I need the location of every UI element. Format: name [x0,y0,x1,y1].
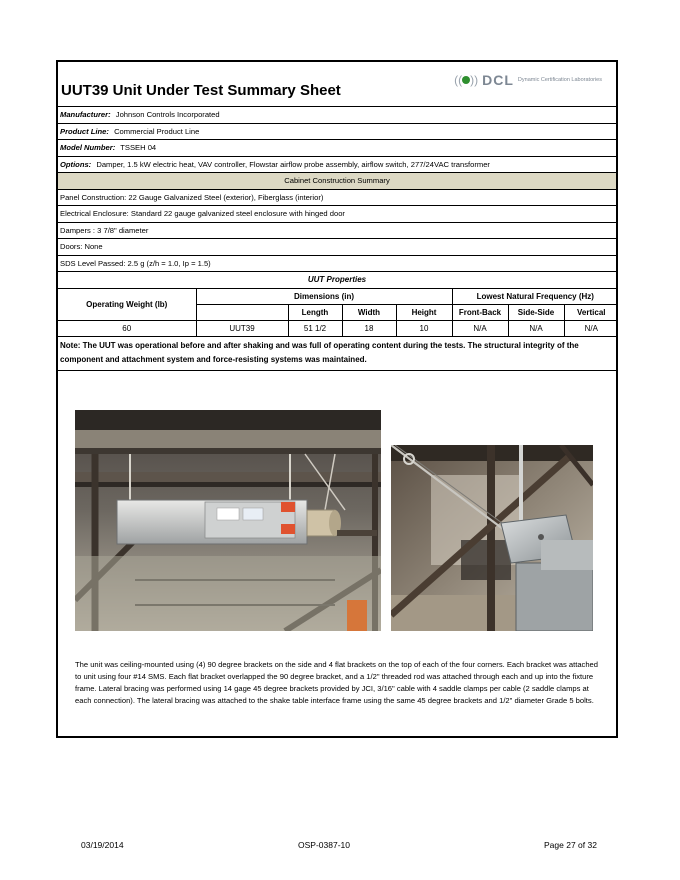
uut-properties-table [58,289,618,337]
manufacturer-row [58,107,616,124]
width-header: Width [342,304,396,320]
length-value: 51 1/2 [288,320,342,336]
front-back-value: N/A [452,320,508,336]
mounting-description: The unit was ceiling-mounted using (4) 90 degree brackets on the side and 4 flat brackets on the top of each of the four corners. Each bracket was attached to unit using four #14 SMS. Each flat bracket overlapped the 90 degree bracket, and a 1/2" threaded rod was attached through each and up into the fixture frame. Lateral bracing was performed using 14 gage 45 degree brackets provided by JCI, 3/16" cable with 4 saddle clamps per cable (2 saddle clamps at each connection). The lateral bracing was attached to the shake table interface frame using the same 45 degree brackets and 1/2" diameter Grade 5 bolts. [75,660,599,705]
height-value: 10 [396,320,452,336]
table-row [58,320,618,336]
footer-page-number: Page 27 of 32 [544,840,597,850]
dcl-logo-mark-icon: (( )) [454,73,479,87]
options-value: Damper, 1.5 kW electric heat, VAV controller, Flowstar airflow probe assembly, airflow switch, 277/24VAC transformer [96,159,490,169]
uut-id-value: UUT39 [196,320,288,336]
length-header: Length [288,304,342,320]
summary-sheet [56,60,618,738]
model-number-row [58,140,616,157]
sheet-header [58,62,616,107]
cabinet-line-sds: SDS Level Passed: 2.5 g (z/h = 1.0, Ip = 1.5) [58,256,616,273]
footer-date: 03/19/2014 [81,840,124,850]
natural-frequency-header: Lowest Natural Frequency (Hz) [452,289,618,305]
ceiling-mount-photo-image [75,410,381,631]
photo-bracket-detail [391,445,593,631]
footer-doc-id: OSP-0387-10 [298,840,350,850]
product-line-row [58,124,616,141]
vertical-header: Vertical [564,304,618,320]
product-line-label: Product Line: [60,126,109,136]
manufacturer-value: Johnson Controls Incorporated [115,110,220,119]
width-value: 18 [342,320,396,336]
operating-weight-header: Operating Weight (lb) [58,289,196,321]
manufacturer-label: Manufacturer: [60,110,111,119]
side-side-value: N/A [508,320,564,336]
table-row [58,289,618,305]
blank-subheader-cell [196,304,288,320]
front-back-header: Front-Back [452,304,508,320]
options-row [58,157,616,174]
operational-note: Note: The UUT was operational before and after shaking and was full of operating content during the tests. The structural integrity of the component and attachment system and force-resisting systems was maintained. [58,337,616,371]
logo-subtitle: Dynamic Certification Laboratories [517,77,602,83]
photo-ceiling-mount [75,410,381,631]
logo-text: DCL [482,72,514,88]
uut-properties-heading: UUT Properties [58,272,616,289]
cabinet-line-enclosure: Electrical Enclosure: Standard 22 gauge galvanized steel enclosure with hinged door [58,206,616,223]
model-number-label: Model Number: [60,143,116,152]
weight-value: 60 [58,320,196,336]
dcl-logo [454,72,602,88]
sheet-title: UUT39 Unit Under Test Summary Sheet [61,82,341,99]
cabinet-line-dampers: Dampers : 3 7/8" diameter [58,223,616,240]
model-number-value: TSSEH 04 [120,143,157,152]
bracket-detail-photo-image [391,445,593,631]
cabinet-summary-heading: Cabinet Construction Summary [58,173,616,190]
vertical-value: N/A [564,320,618,336]
cabinet-line-doors: Doors: None [58,239,616,256]
options-label: Options: [60,159,92,169]
dimensions-header: Dimensions (in) [196,289,452,305]
height-header: Height [396,304,452,320]
cabinet-line-panel: Panel Construction: 22 Gauge Galvanized Steel (exterior), Fiberglass (interior) [58,190,616,207]
product-line-value: Commercial Product Line [114,126,200,136]
side-side-header: Side-Side [508,304,564,320]
